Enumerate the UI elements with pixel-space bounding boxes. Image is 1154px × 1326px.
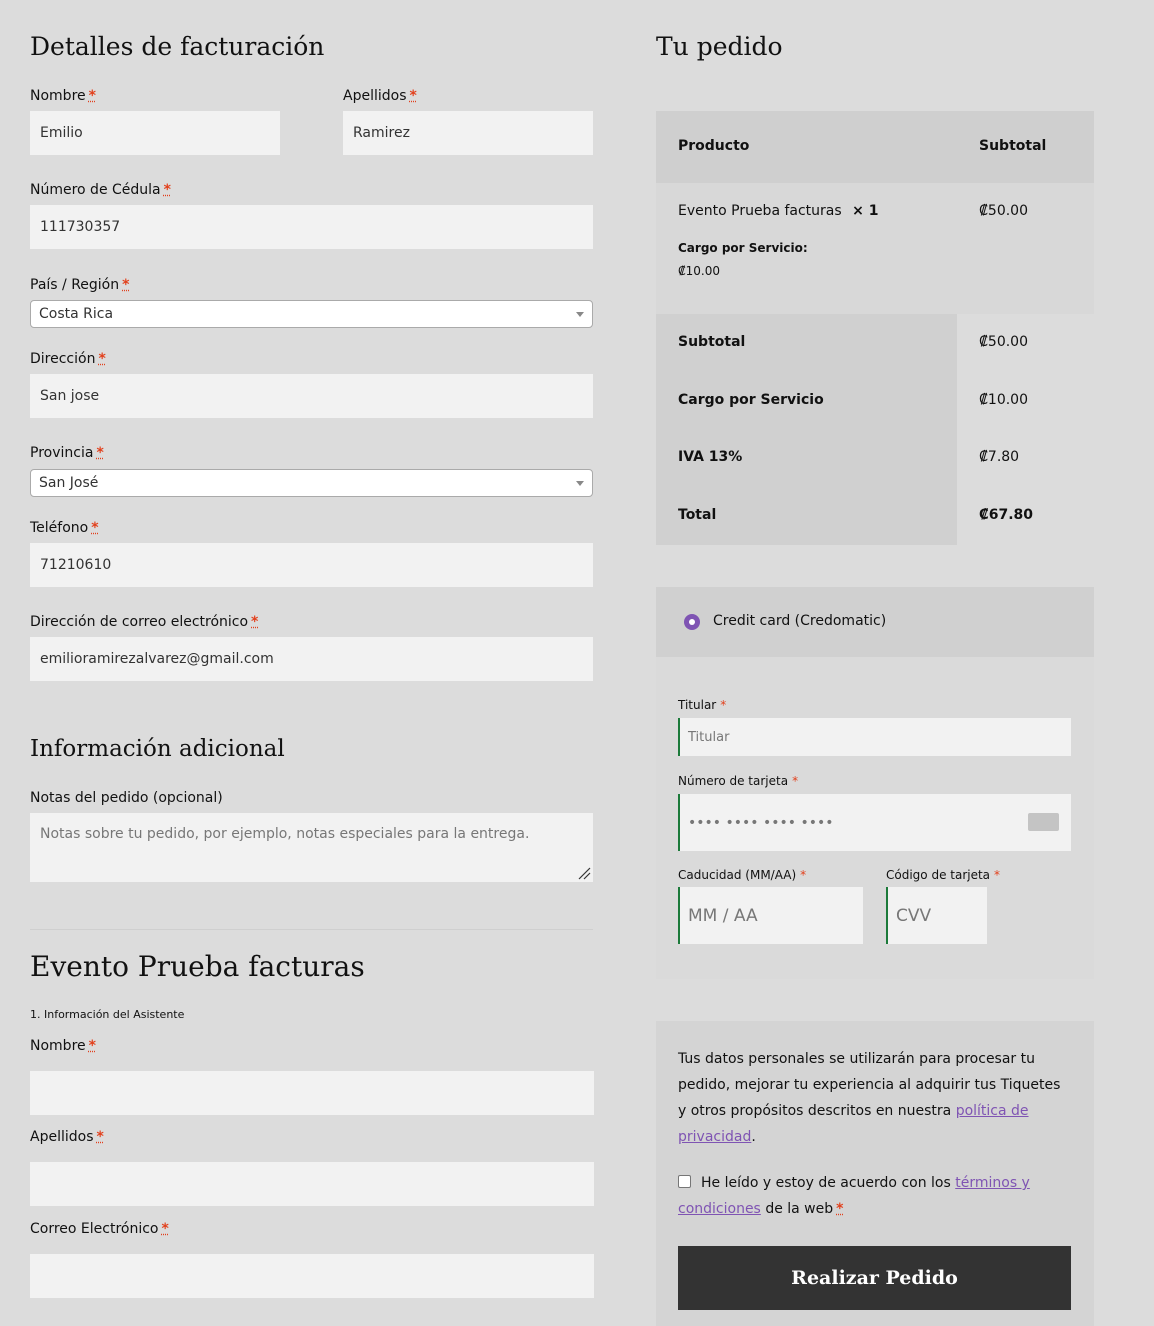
item-name: Evento Prueba facturas × 1 — [678, 203, 879, 219]
subtotal-value: ₡50.00 — [979, 334, 1028, 350]
attendee-last-name-label: Apellidos * — [30, 1129, 104, 1145]
col-product: Producto — [678, 138, 750, 154]
tax-value: ₡7.80 — [979, 449, 1020, 465]
privacy-text: Tus datos personales se utilizarán para procesar tu pedido, mejorar tu experiencia al adquirir tus Tiquetes y otros propósitos descritos en nuestra política de privacidad. — [678, 1051, 1061, 1145]
service-total-value: ₡10.00 — [979, 392, 1028, 408]
country-select[interactable] — [30, 300, 593, 328]
divider — [30, 929, 593, 930]
country-select-value: Costa Rica — [39, 306, 114, 322]
order-title: Tu pedido — [656, 32, 783, 61]
tax-label: IVA 13% — [678, 449, 743, 465]
order-notes-label: Notas del pedido (opcional) — [30, 790, 223, 806]
resize-handle-icon[interactable] — [577, 866, 591, 880]
col-subtotal: Subtotal — [979, 138, 1047, 154]
last-name-label: Apellidos * — [343, 88, 417, 104]
order-review-table — [656, 111, 1094, 545]
privacy-policy-link[interactable]: política de privacidad — [678, 1103, 1029, 1145]
phone-input[interactable]: 71210610 — [30, 543, 593, 587]
terms-link[interactable]: términos y condiciones — [678, 1175, 1030, 1217]
order-notes-placeholder: Notas sobre tu pedido, por ejemplo, notas especiales para la entrega. — [40, 826, 530, 842]
total-label: Total — [678, 507, 717, 523]
place-order-button[interactable]: Realizar Pedido — [678, 1246, 1071, 1310]
first-name-input[interactable]: Emilio — [30, 111, 280, 155]
terms-text: He leído y estoy de acuerdo con los términos y condiciones de la web * — [678, 1175, 1030, 1217]
place-order-box — [656, 1021, 1094, 1326]
province-select-value: San José — [39, 475, 99, 491]
address-label: Dirección * — [30, 351, 106, 367]
holder-label: Titular * — [678, 698, 727, 712]
attendee-email-label: Correo Electrónico * — [30, 1221, 169, 1237]
id-number-input[interactable]: 111730357 — [30, 205, 593, 249]
event-title: Evento Prueba facturas — [30, 950, 365, 983]
phone-label: Teléfono * — [30, 520, 99, 536]
attendee-first-name-input[interactable] — [30, 1071, 594, 1115]
service-fee-value: ₡10.00 — [678, 264, 720, 278]
attendee-email-input[interactable] — [30, 1254, 594, 1298]
card-number-label: Número de tarjeta * — [678, 774, 799, 788]
service-total-label: Cargo por Servicio — [678, 392, 824, 408]
additional-info-title: Información adicional — [30, 736, 285, 762]
attendee-first-name-label: Nombre * — [30, 1038, 96, 1054]
email-label: Dirección de correo electrónico * — [30, 614, 259, 630]
last-name-input[interactable]: Ramirez — [343, 111, 593, 155]
address-input[interactable]: San jose — [30, 374, 593, 418]
total-value: ₡67.80 — [979, 507, 1034, 523]
chevron-down-icon — [576, 481, 584, 486]
payment-box — [656, 587, 1094, 979]
order-notes-textarea[interactable] — [30, 813, 593, 882]
cvv-input[interactable]: CVV — [886, 887, 987, 944]
id-number-label: Número de Cédula * — [30, 182, 171, 198]
cvv-label: Código de tarjeta * — [886, 868, 1001, 882]
expiry-input[interactable]: MM / AA — [678, 887, 863, 944]
chevron-down-icon — [576, 312, 584, 317]
country-label: País / Región * — [30, 277, 130, 293]
email-input[interactable]: emilioramirezalvarez@gmail.com — [30, 637, 593, 681]
province-select[interactable] — [30, 469, 593, 497]
item-price: ₡50.00 — [979, 203, 1028, 219]
billing-title: Detalles de facturación — [30, 32, 325, 61]
province-label: Provincia * — [30, 445, 104, 461]
holder-input[interactable]: Titular — [678, 718, 1071, 756]
attendee-last-name-input[interactable] — [30, 1162, 594, 1206]
card-number-placeholder: •••• •••• •••• •••• — [688, 814, 834, 831]
payment-method-label: Credit card (Credomatic) — [713, 613, 887, 629]
expiry-label: Caducidad (MM/AA) * — [678, 868, 807, 882]
item-qty: × 1 — [852, 203, 879, 219]
attendee-heading: 1. Información del Asistente — [30, 1008, 185, 1021]
subtotal-label: Subtotal — [678, 334, 746, 350]
radio-selected-icon[interactable] — [684, 614, 700, 630]
card-brand-icon — [1028, 813, 1059, 831]
card-number-input[interactable] — [678, 794, 1071, 851]
first-name-label: Nombre * — [30, 88, 96, 104]
service-fee-label: Cargo por Servicio: — [678, 241, 808, 255]
